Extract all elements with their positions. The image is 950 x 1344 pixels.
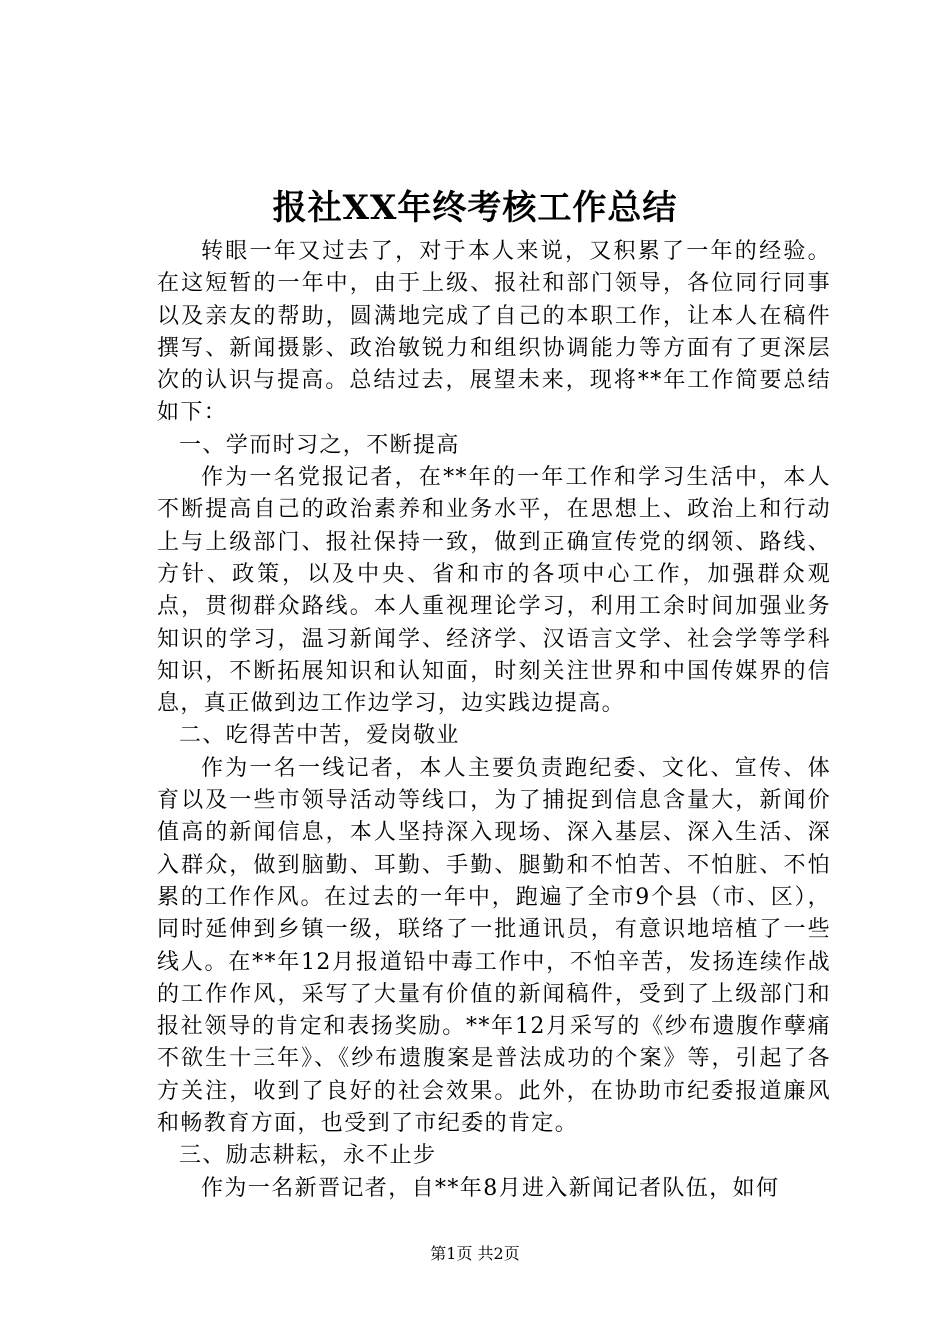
section-heading-1: 一、学而时习之，不断提高 <box>179 432 460 458</box>
paragraph-intro: 转眼一年又过去了，对于本人来说，又积累了一年的经验。在这短暂的一年中，由于上级、报社和部门领导，各位同行同事以及亲友的帮助，圆满地完成了自己的本职工作，让本人在稿件撰写、新闻摄影、政治敏锐力和组织协调能力等方面有了更深层次的认识与提高。总结过去，展望未来，现将**年工作简要总结如下： <box>157 239 831 426</box>
section-heading-3: 三、励志耕耘，永不止步 <box>179 1143 437 1169</box>
page-footer: 第1页 共2页 <box>430 1244 520 1263</box>
paragraph-section-3: 作为一名新晋记者，自**年8月进入新闻记者队伍，如何 <box>201 1175 780 1201</box>
paragraph-section-2: 作为一名一线记者，本人主要负责跑纪委、文化、宣传、体育以及一些市领导活动等线口，为了捕捉到信息含量大，新闻价值高的新闻信息，本人坚持深入现场、深入基层、深入生活、深入群众，做到脑勤、耳勤、手勤、腿勤和不怕苦、不怕脏、不怕累的工作作风。在过去的一年中，跑遍了全市9个县（市、区），同时延伸到乡镇一级，联络了一批通讯员，有意识地培植了一些线人。在**年12月报道铅中毒工作中，不怕辛苦，发扬连续作战的工作作风，采写了大量有价值的新闻稿件，受到了上级部门和报社领导的肯定和表扬奖励。**年12月采写的《纱布遗腹作孽痛不欲生十三年》、《纱布遗腹案是普法成功的个案》等，引起了各方关注，收到了良好的社会效果。此外，在协助市纪委报道廉风和畅教育方面，也受到了市纪委的肯定。 <box>157 755 831 1137</box>
section-heading-2: 二、吃得苦中苦，爱岗敬业 <box>179 723 460 749</box>
document-title: 报社XX年终考核工作总结 <box>272 188 678 228</box>
paragraph-section-1: 作为一名党报记者，在**年的一年工作和学习生活中，本人不断提高自己的政治素养和业务水平，在思想上、政治上和行动上与上级部门、报社保持一致，做到正确宣传党的纲领、路线、方针、政策，以及中央、省和市的各项中心工作，加强群众观点，贯彻群众路线。本人重视理论学习，利用工余时间加强业务知识的学习，温习新闻学、经济学、汉语言文学、社会学等学科知识，不断拓展知识和认知面，时刻关注世界和中国传媒界的信息，真正做到边工作边学习，边实践边提高。 <box>157 465 831 717</box>
document-body <box>157 236 831 1205</box>
